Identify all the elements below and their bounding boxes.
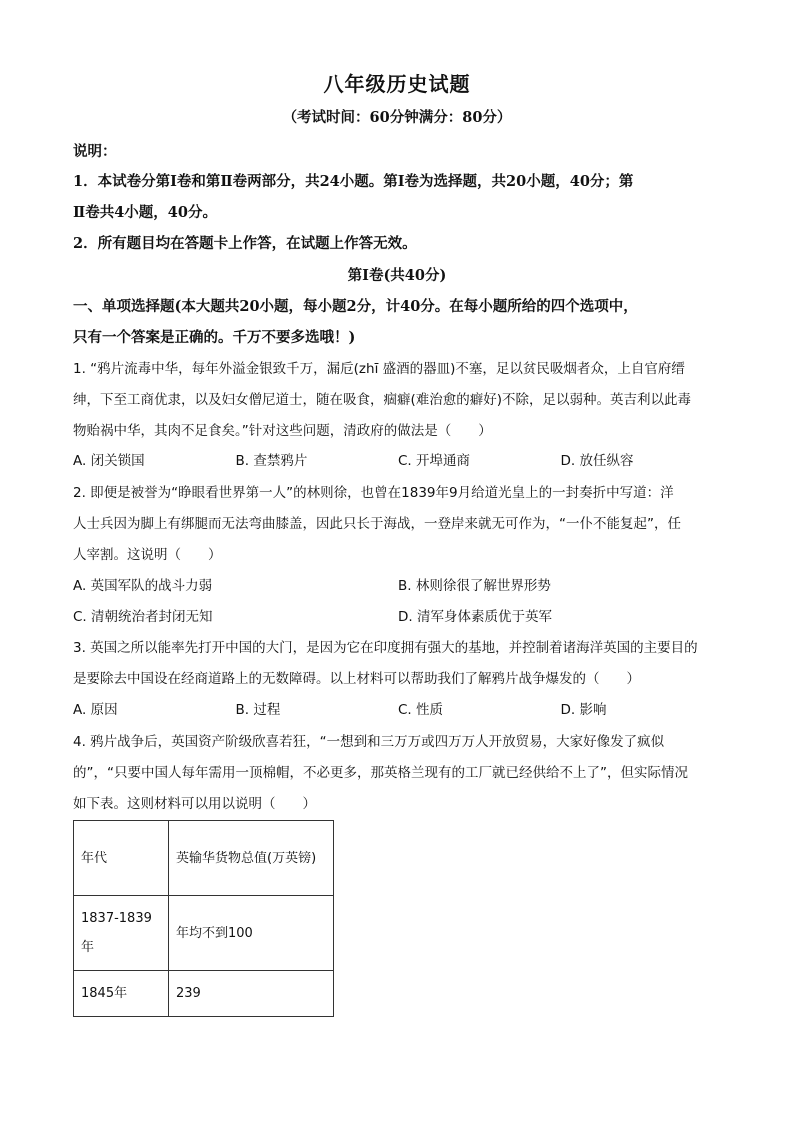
section-instruction-line-2: 只有一个答案是正确的。千万不要多选哦！) xyxy=(73,329,356,346)
question-4-line-3: 如下表。这则材料可以用以说明（ ） xyxy=(73,796,316,812)
question-3-option-a: A. 原因 xyxy=(73,702,118,718)
note-item-1 xyxy=(73,166,723,228)
question-2-option-b: B. 林则徐很了解世界形势 xyxy=(398,578,551,594)
question-2-option-d: D. 清军身体素质优于英军 xyxy=(398,609,552,625)
question-2-options-row-2 xyxy=(73,602,723,633)
question-2-options-row-1 xyxy=(73,571,723,602)
question-2-line-3: 人宰割。这说明（ ） xyxy=(73,547,222,563)
question-3-option-d: D. 影响 xyxy=(560,702,607,718)
question-1-option-d: D. 放任纵容 xyxy=(560,453,634,469)
note-item-1-line-1: 1．本试卷分第Ⅰ卷和第Ⅱ卷两部分，共24小题。第Ⅰ卷为选择题，共20小题，40分；第 xyxy=(73,173,634,190)
question-1-line-3: 物贻祸中华，其肉不足食矣。”针对这些问题，清政府的做法是（ ） xyxy=(73,423,492,439)
note-item-2: 2．所有题目均在答题卡上作答，在试题上作答无效。 xyxy=(73,235,417,252)
question-2-option-c: C. 清朝统治者封闭无知 xyxy=(73,609,213,625)
question-3 xyxy=(73,633,723,695)
table-header-row xyxy=(74,821,334,896)
question-3-line-2: 是要除去中国设在经商道路上的无数障碍。以上材料可以帮助我们了解鸦片战争爆发的（ ） xyxy=(73,671,640,687)
question-1-options xyxy=(73,446,723,477)
page-title: 八年级历史试题 xyxy=(323,72,471,96)
table-header-value: 英输华货物总值(万英镑) xyxy=(169,821,334,896)
table-row xyxy=(74,971,334,1017)
question-2 xyxy=(73,478,723,571)
table-row xyxy=(74,896,334,971)
exam-time-info: （考试时间：60分钟满分：80分） xyxy=(282,109,512,126)
trade-value-table xyxy=(73,820,334,1017)
question-4 xyxy=(73,727,723,820)
question-3-line-1: 3. 英国之所以能率先打开中国的大门，是因为它在印度拥有强大的基地，并控制着诸海洋英国的主要目的 xyxy=(73,640,698,656)
question-1-line-2: 绅，下至工商优隶，以及妇女僧尼道士，随在吸食，痼癖(难治愈的癖好)不除，足以弱种。英吉利以此毒 xyxy=(73,392,692,408)
table-cell-value: 年均不到100 xyxy=(169,896,334,971)
question-4-line-1: 4. 鸦片战争后，英国资产阶级欣喜若狂，“一想到和三万万或四万万人开放贸易，大家好像发了疯似 xyxy=(73,734,665,750)
table-cell-year: 1837-1839年 xyxy=(74,896,169,971)
question-4-line-2: 的”，“只要中国人每年需用一顶棉帽，不必更多，那英格兰现有的工厂就已经供给不上了”，但实际情况 xyxy=(73,765,688,781)
question-1-option-c: C. 开埠通商 xyxy=(398,453,471,469)
note-item-1-line-2: Ⅱ卷共4小题，40分。 xyxy=(73,204,217,221)
section-instruction-line-1: 一、单项选择题(本大题共20小题，每小题2分，计40分。在每小题所给的四个选项中， xyxy=(73,298,638,315)
question-1-option-a: A. 闭关锁国 xyxy=(73,453,145,469)
table-cell-year: 1845年 xyxy=(74,971,169,1017)
question-1-option-b: B. 查禁鸦片 xyxy=(235,453,308,469)
question-3-option-c: C. 性质 xyxy=(398,702,444,718)
question-3-options xyxy=(73,695,723,726)
section-instruction xyxy=(73,291,723,353)
question-1 xyxy=(73,354,723,447)
notes-heading: 说明： xyxy=(73,143,117,160)
question-2-line-1: 2. 即便是被誉为“睁眼看世界第一人”的林则徐，也曾在1839年9月给道光皇上的一封奏折中写道：洋 xyxy=(73,485,674,501)
question-1-line-1: 1. “鸦片流毒中华，每年外溢金银致千万，漏卮(zhī 盛酒的器皿)不塞，足以贫民吸烟者众，上自官府缙 xyxy=(73,361,685,377)
table-cell-value: 239 xyxy=(169,971,334,1017)
table-header-year: 年代 xyxy=(74,821,169,896)
question-2-option-a: A. 英国军队的战斗力弱 xyxy=(73,578,213,594)
question-3-option-b: B. 过程 xyxy=(235,702,281,718)
question-2-line-2: 人士兵因为脚上有绑腿而无法弯曲膝盖，因此只长于海战，一登岸来就无可作为，“一仆不能复起”，任 xyxy=(73,516,681,532)
section-heading: 第Ⅰ卷(共40分) xyxy=(347,267,447,284)
